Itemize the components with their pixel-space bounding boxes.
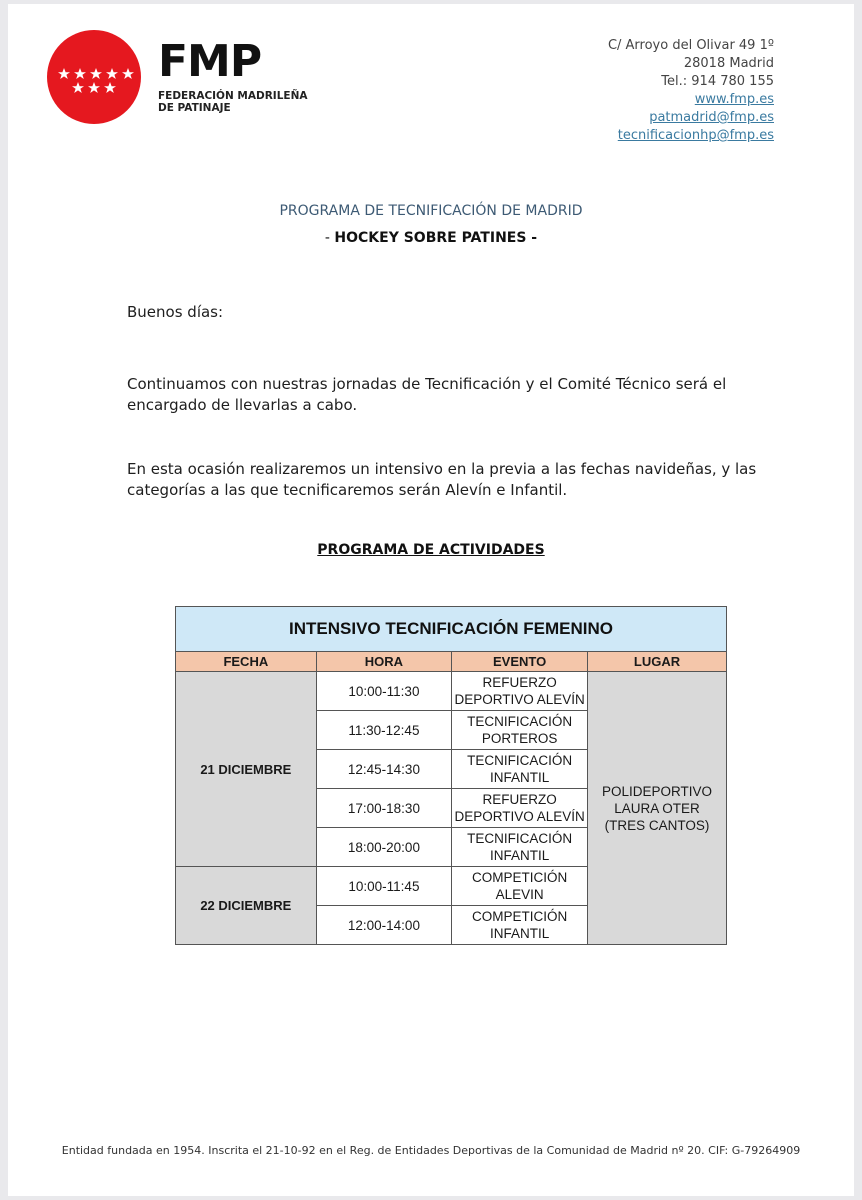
event-cell: TECNIFICACIÓN INFANTIL <box>452 750 588 789</box>
brand-block <box>158 36 308 114</box>
event-cell: COMPETICIÓN ALEVIN <box>452 867 588 906</box>
madrid-stars-logo-icon <box>47 30 141 124</box>
body-paragraph-2: En esta ocasión realizaremos un intensivo en la previa a las fechas navideñas, y las categorías a las que tecnificaremos serán Alevín e Infantil. <box>127 460 757 499</box>
website-link[interactable]: www.fmp.es <box>694 92 774 107</box>
address-line-2: 28018 Madrid <box>683 56 774 71</box>
program-subtitle <box>8 230 854 246</box>
column-header-fecha: FECHA <box>176 652 317 672</box>
program-subtitle-text: HOCKEY SOBRE PATINES - <box>334 230 538 246</box>
location-cell: POLIDEPORTIVO LAURA OTER (TRES CANTOS) <box>588 672 727 945</box>
date-cell: 21 DICIEMBRE <box>176 672 317 867</box>
body-paragraph-1: Continuamos con nuestras jornadas de Tecnificación y el Comité Técnico será el encargado de llevarlas a cabo. <box>127 375 727 414</box>
event-cell: TECNIFICACIÓN INFANTIL <box>452 828 588 867</box>
letter-page <box>8 4 854 1196</box>
program-subtitle-prefix: - <box>324 230 335 246</box>
brand-name: FMP <box>158 36 262 87</box>
table-row <box>176 672 727 711</box>
time-cell: 10:00-11:45 <box>316 867 452 906</box>
email-link-patmadrid[interactable]: patmadrid@fmp.es <box>649 110 774 125</box>
column-header-lugar: LUGAR <box>588 652 727 672</box>
time-cell: 18:00-20:00 <box>316 828 452 867</box>
footer-legal-text: Entidad fundada en 1954. Inscrita el 21-10-92 en el Reg. de Entidades Deportivas de la Comunidad de Madrid nº 20. CIF: G-79264909 <box>61 1144 801 1157</box>
time-cell: 12:00-14:00 <box>316 906 452 945</box>
time-cell: 12:45-14:30 <box>316 750 452 789</box>
event-cell: TECNIFICACIÓN PORTEROS <box>452 711 588 750</box>
event-cell: REFUERZO DEPORTIVO ALEVÍN <box>452 789 588 828</box>
email-link-tecnificacion[interactable]: tecnificacionhp@fmp.es <box>617 128 774 143</box>
brand-subtitle-2: DE PATINAJE <box>158 102 231 114</box>
activities-title: PROGRAMA DE ACTIVIDADES <box>317 542 545 558</box>
time-cell: 17:00-18:30 <box>316 789 452 828</box>
event-cell: REFUERZO DEPORTIVO ALEVÍN <box>452 672 588 711</box>
address-line-1: C/ Arroyo del Olivar 49 1º <box>607 38 774 53</box>
column-header-hora: HORA <box>316 652 452 672</box>
schedule-table-title: INTENSIVO TECNIFICACIÓN FEMENINO <box>176 607 727 652</box>
greeting: Buenos días: <box>127 303 224 321</box>
event-cell: COMPETICIÓN INFANTIL <box>452 906 588 945</box>
time-cell: 10:00-11:30 <box>316 672 452 711</box>
brand-subtitle-1: FEDERACIÓN MADRILEÑA <box>158 90 308 102</box>
date-cell: 22 DICIEMBRE <box>176 867 317 945</box>
address-block <box>608 37 774 145</box>
program-title: PROGRAMA DE TECNIFICACIÓN DE MADRID <box>279 203 583 219</box>
time-cell: 11:30-12:45 <box>316 711 452 750</box>
phone-number: Tel.: 914 780 155 <box>661 74 774 89</box>
schedule-table <box>175 606 727 945</box>
column-header-evento: EVENTO <box>452 652 588 672</box>
